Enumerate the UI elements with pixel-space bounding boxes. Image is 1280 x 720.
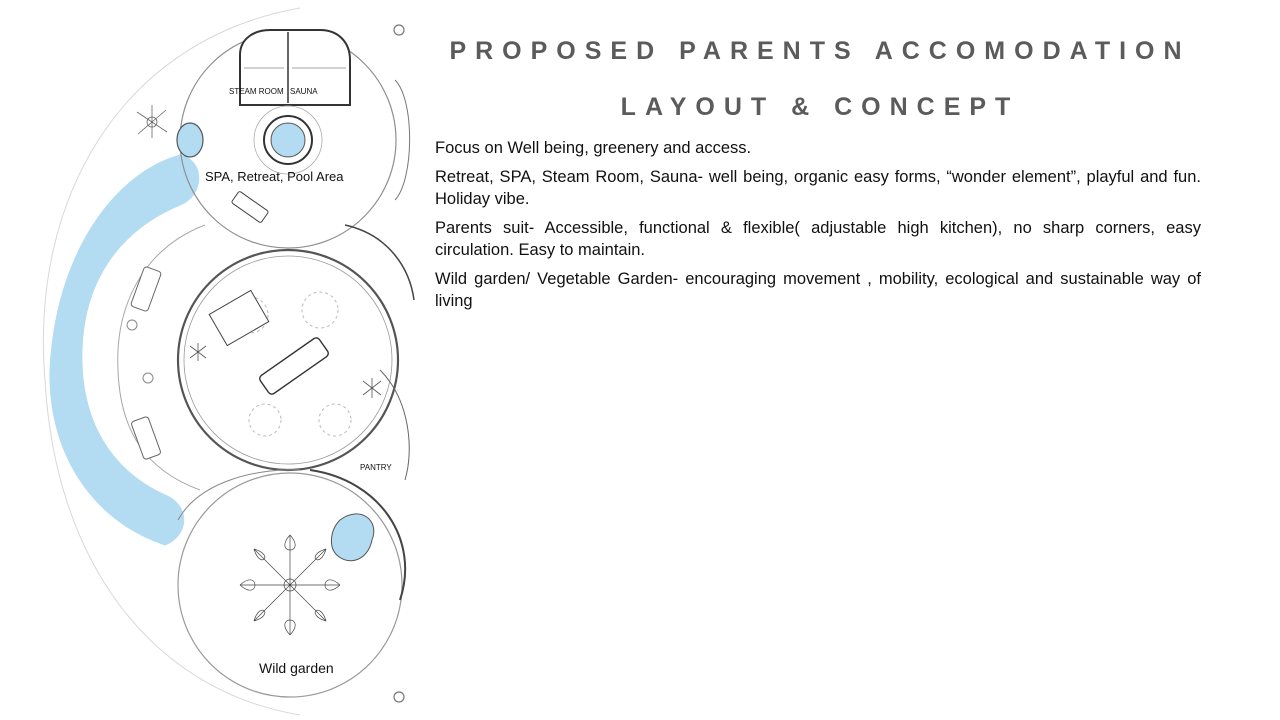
paragraph-parents-suite: Parents suit- Accessible, functional & flexible( adjustable high kitchen), no sharp corners, easy circulation. Easy to maintain. [435,219,1201,259]
sauna-label: SAUNA [290,87,318,96]
side-room-wall [395,80,410,200]
spa-area-label: SPA, Retreat, Pool Area [205,169,344,184]
steam-room-label: STEAM ROOM [229,87,284,96]
bed [209,290,269,345]
tree [240,535,340,635]
concept-text [435,137,1201,319]
side-room-wall [345,225,414,300]
wild-garden-label: Wild garden [259,660,334,676]
page-subtitle: LAYOUT & CONCEPT [620,93,1020,121]
furniture-zone [302,292,338,328]
garden-pond [331,514,373,561]
pool [50,155,199,545]
marker-bottom [394,692,404,702]
paragraph-focus: Focus on Well being, greenery and access. [435,139,752,157]
floor-plan-drawing [0,0,416,720]
oval-pool [177,123,203,157]
page-title: PROPOSED PARENTS ACCOMODATION [449,37,1191,65]
furniture-zone [319,404,351,436]
floor-plan [0,0,416,720]
lounger [130,266,161,312]
plunge-pool-water [271,123,305,157]
paving-arc [118,225,205,490]
marker-top [394,25,404,35]
plant [190,343,206,361]
plant [363,378,381,398]
paragraph-retreat: Retreat, SPA, Steam Room, Sauna- well being, organic easy forms, “wonder element”, playful and fun. Holiday vibe. [435,168,1201,208]
garden-boundary [178,470,300,520]
stool [127,320,137,330]
furniture-zone [249,404,281,436]
plant-top-left [137,105,167,138]
pantry-label: PANTRY [360,463,392,472]
stool [143,373,153,383]
paragraph-wild-garden: Wild garden/ Vegetable Garden- encouraging movement , mobility, ecological and sustainable way of living [435,270,1201,310]
kitchen-island [258,336,330,395]
lounger [231,191,269,223]
